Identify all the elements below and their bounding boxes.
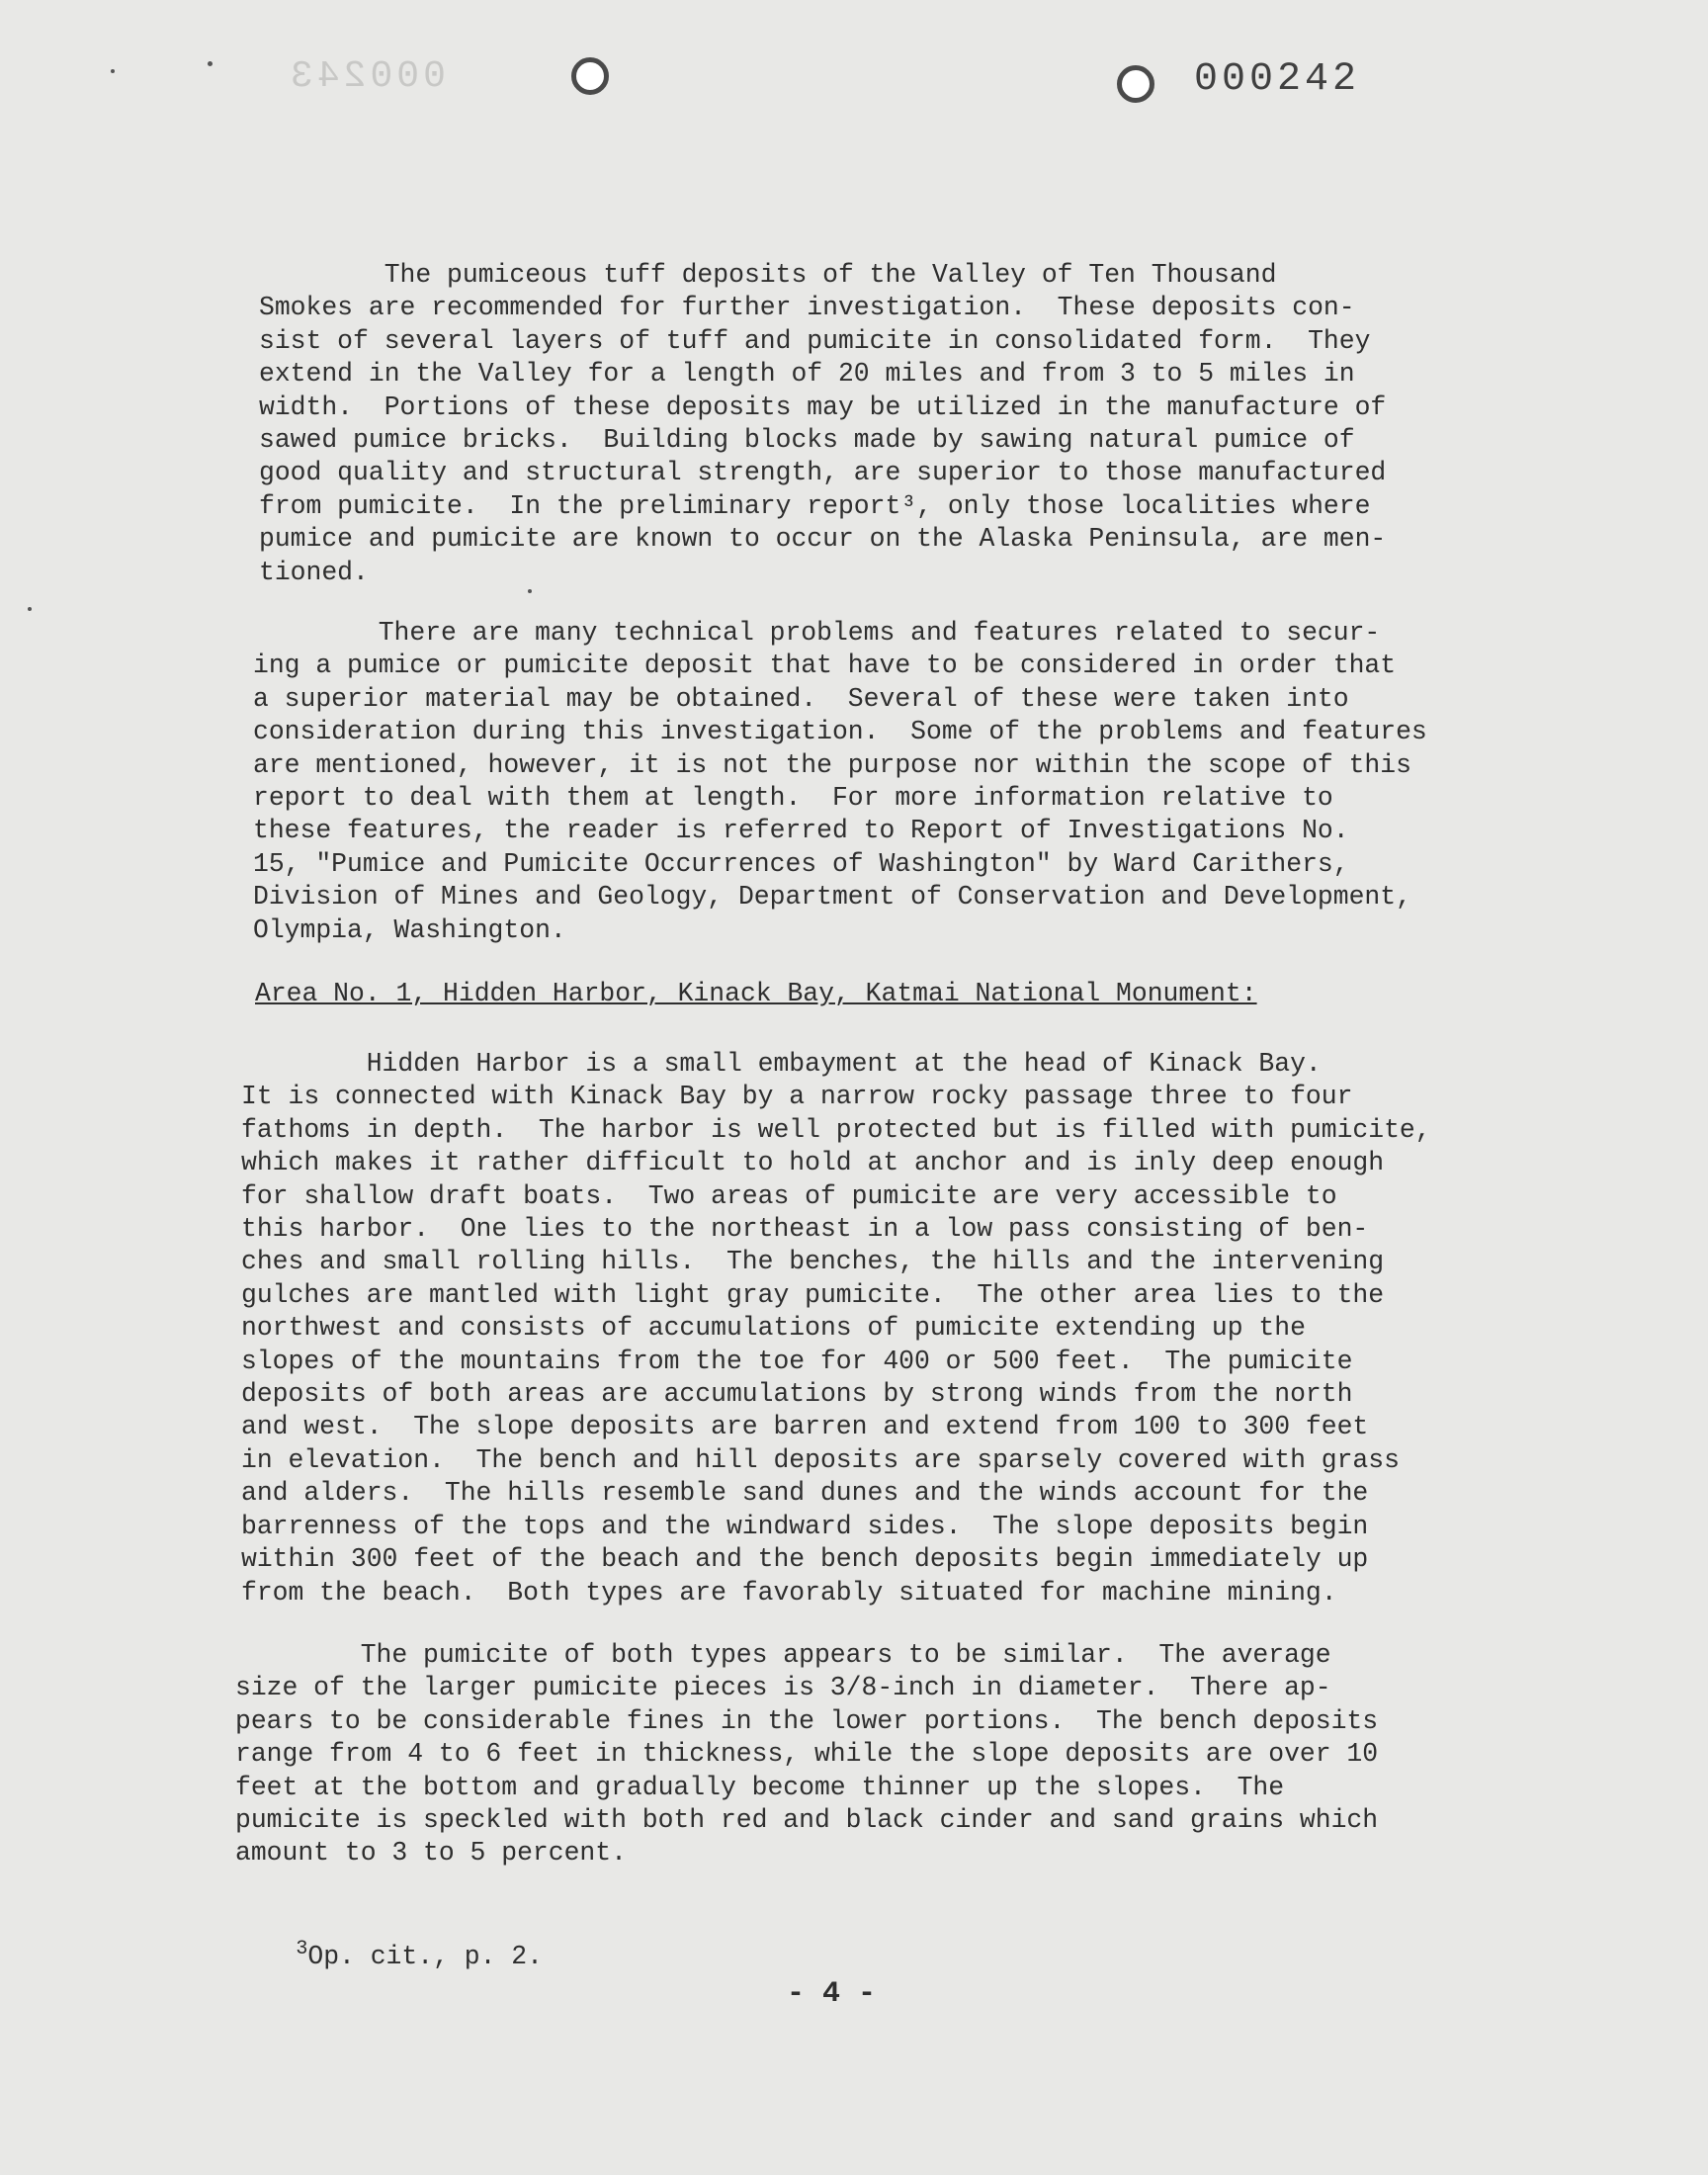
scan-speck (111, 69, 115, 73)
paragraph-4 (235, 1639, 1378, 1870)
text-line: from the beach. Both types are favorably situated for machine mining. (241, 1577, 1337, 1608)
punch-hole-left (571, 57, 609, 95)
text-line: consideration during this investigation. Some of the problems and features (253, 717, 1427, 747)
text-line: It is connected with Kinack Bay by a narrow rocky passage three to four (241, 1082, 1353, 1112)
text-line: from pumicite. In the preliminary report³, only those localities where (259, 490, 1371, 521)
text-line: Smokes are recommended for further investigation. These deposits con- (259, 293, 1355, 323)
text-line: sawed pumice bricks. Building blocks made by sawing natural pumice of (259, 425, 1355, 456)
text-line: which makes it rather difficult to hold at anchor and is inly deep enough (241, 1148, 1385, 1178)
text-line: these features, the reader is referred to Report of Investigations No. (253, 816, 1349, 846)
page-number: - 4 - (787, 1977, 877, 2011)
text-line: barrenness of the tops and the windward sides. The slope deposits begin (241, 1511, 1369, 1541)
footnote-marker: 3 (296, 1938, 308, 1960)
scan-speck (28, 607, 32, 611)
text-line: for shallow draft boats. Two areas of pumicite are very accessible to (241, 1180, 1337, 1211)
text-line: Division of Mines and Geology, Department of Conservation and Development, (253, 882, 1411, 913)
scan-speck (208, 61, 213, 66)
text-line: amount to 3 to 5 percent. (235, 1838, 627, 1869)
text-line: fathoms in depth. The harbor is well protected but is filled with pumicite, (241, 1114, 1431, 1145)
text-line: good quality and structural strength, are superior to those manufactured (259, 458, 1387, 488)
text-line: are mentioned, however, it is not the purpose nor within the scope of this (253, 749, 1411, 780)
text-line: pumicite is speckled with both red and black cinder and sand grains which (235, 1805, 1379, 1836)
text-line: width. Portions of these deposits may be utilized in the manufacture of (259, 392, 1387, 422)
text-line: and alders. The hills resemble sand dunes and the winds account for the (241, 1478, 1369, 1509)
paragraph-1 (259, 259, 1386, 589)
scan-speck (528, 589, 532, 593)
text-line: The pumiceous tuff deposits of the Valley of Ten Thousand (259, 260, 1277, 290)
text-line: slopes of the mountains from the toe for 400 or 500 feet. The pumicite (241, 1346, 1353, 1376)
paragraph-2 (253, 617, 1427, 947)
text-line: The pumicite of both types appears to be similar. The average (235, 1640, 1331, 1670)
text-line: a superior material may be obtained. Several of these were taken into (253, 683, 1349, 714)
footnote-text: Op. cit., p. 2. (307, 1941, 543, 1971)
text-line: northwest and consists of accumulations of pumicite extending up the (241, 1313, 1306, 1344)
text-line: Olympia, Washington. (253, 914, 566, 945)
text-line: within 300 feet of the beach and the bench deposits begin immediately up (241, 1544, 1369, 1575)
text-line: pumice and pumicite are known to occur on the Alaska Peninsula, are men- (259, 524, 1387, 555)
page-id-stamp: 000242 (1194, 57, 1361, 102)
text-line: ing a pumice or pumicite deposit that have to be considered in order that (253, 651, 1397, 681)
text-line: tioned. (259, 557, 369, 587)
section-heading: Area No. 1, Hidden Harbor, Kinack Bay, Katmai National Monument: (255, 979, 1257, 1008)
text-line: Hidden Harbor is a small embayment at the head of Kinack Bay. (241, 1049, 1322, 1079)
text-line: 15, "Pumice and Pumicite Occurrences of Washington" by Ward Carithers, (253, 848, 1349, 879)
text-line: pears to be considerable fines in the lower portions. The bench deposits (235, 1705, 1379, 1736)
text-line: report to deal with them at length. For more information relative to (253, 783, 1333, 814)
text-line: sist of several layers of tuff and pumicite in consolidated form. They (259, 325, 1371, 356)
text-line: range from 4 to 6 feet in thickness, while the slope deposits are over 10 (235, 1739, 1379, 1770)
text-line: size of the larger pumicite pieces is 3/8-inch in diameter. There ap- (235, 1673, 1331, 1703)
text-line: ches and small rolling hills. The benches, the hills and the intervening (241, 1247, 1385, 1277)
text-line: gulches are mantled with light gray pumicite. The other area lies to the (241, 1279, 1385, 1310)
text-line: and west. The slope deposits are barren and extend from 100 to 300 feet (241, 1412, 1369, 1442)
text-line: There are many technical problems and features related to secur- (253, 618, 1381, 648)
paragraph-3 (241, 1048, 1431, 1610)
punch-hole-right (1117, 65, 1154, 103)
text-line: deposits of both areas are accumulations by strong winds from the north (241, 1379, 1353, 1410)
text-line: in elevation. The bench and hill deposits are sparsely covered with grass (241, 1444, 1400, 1475)
text-line: this harbor. One lies to the northeast in a low pass consisting of ben- (241, 1214, 1369, 1245)
text-line: extend in the Valley for a length of 20 miles and from 3 to 5 miles in (259, 359, 1355, 390)
bleed-through-page-id: 000243 (287, 55, 446, 98)
text-line: feet at the bottom and gradually become thinner up the slopes. The (235, 1772, 1285, 1802)
footnote (233, 1908, 543, 2001)
